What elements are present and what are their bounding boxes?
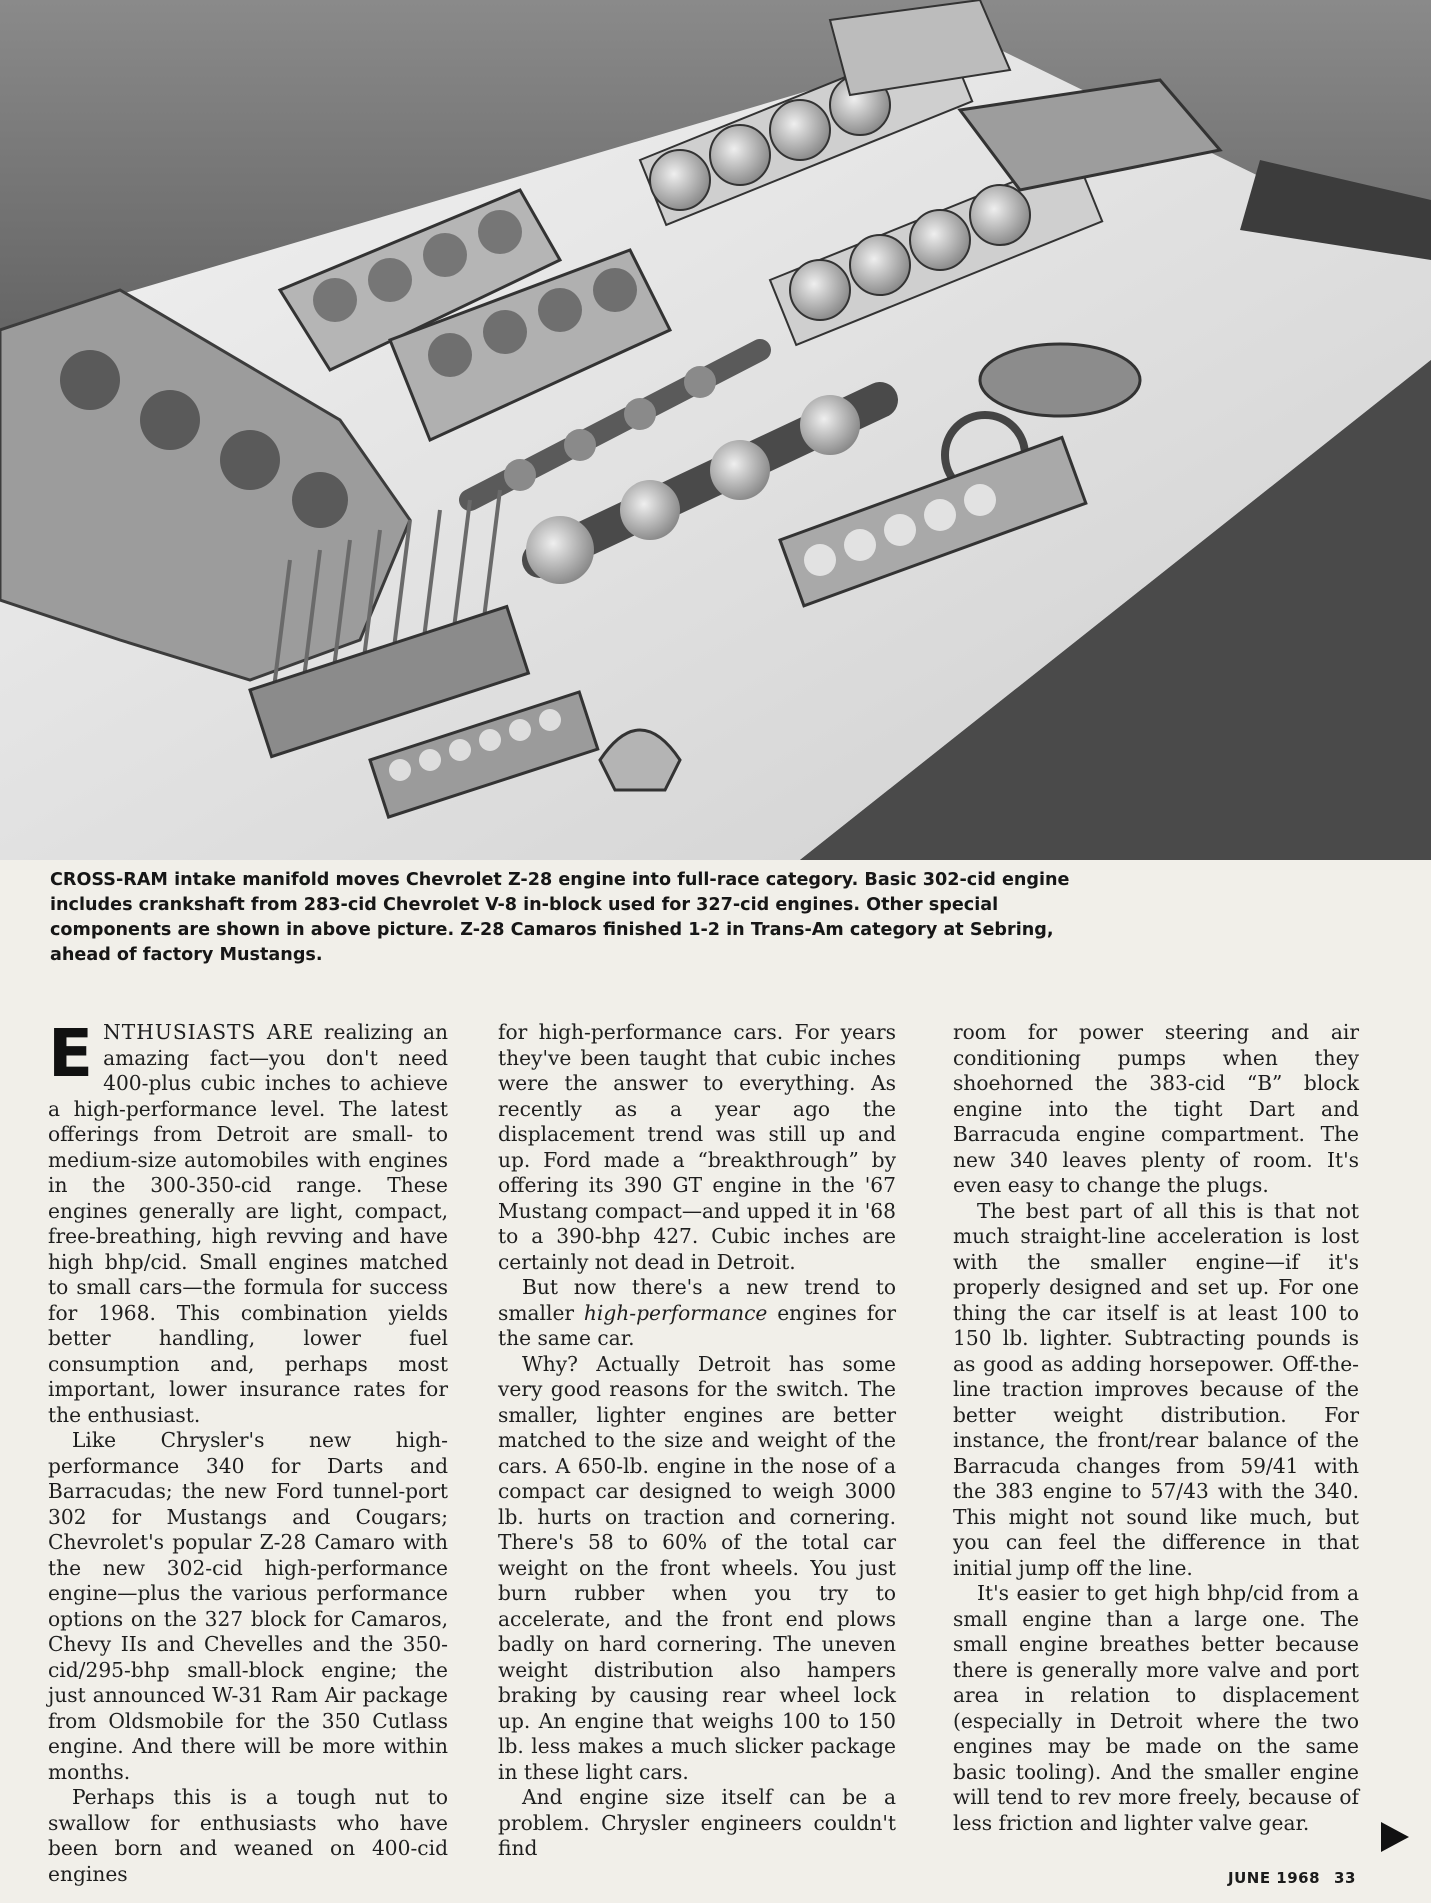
paragraph-text: realizing an amazing fact—you don't need 400-plus cubic inches to achieve a high-performance level. The latest offerings from Detroit are small- to medium-size automobiles with engines in the 300-350-cid range. These engines generally are light, compact, free-breathing, high revving and have high bhp/cid. Small engines matched to small cars—the formula for success for 1968. This combination yields better handling, lower fuel consumption and, perhaps most important, lower insurance rates for the enthusiast. (48, 1020, 448, 1427)
article-column-2 (498, 1020, 896, 1862)
right-triangle-icon (1381, 1822, 1409, 1852)
article-paragraph: for high-performance cars. For years they've been taught that cubic inches were the answer to everything. As recently as a year ago the displacement trend was still up and up. Ford made a “breakthrough” by offering its 390 GT engine in the '67 Mustang compact—and upped it in '68 to a 390-bhp 427. Cubic inches are certainly not dead in Detroit. (498, 1020, 896, 1274)
paragraph-text: engines for the same car. (498, 1300, 897, 1350)
article-paragraph: It's easier to get high bhp/cid from a small engine than a large one. The small engine breathes better because there is generally more valve and port area in relation to displacement (especially in Detroit where the two engines may be made on the same basic tooling). And the smaller engine will tend to rev more freely, because of less friction and lighter valve gear. (953, 1581, 1359, 1835)
photo-caption: CROSS-RAM intake manifold moves Chevrolet Z-28 engine into full-race category. Basic 302-cid engine includes crankshaft from 283-cid Chevrolet V-8 in-block used for 327-cid engines. Other special components are shown in above picture. Z-28 Camaros finished 1-2 in Trans-Am category at Sebring, ahead of factory Mustangs. (50, 870, 1070, 965)
engine-parts-illustration (0, 0, 1431, 860)
article-paragraph: The best part of all this is that not much straight-line acceleration is lost with the smaller engine—if it's properly designed and set up. For one thing the car itself is at least 100 to 150 lb. lighter. Subtracting pounds is as good as adding horsepower. Off-the-line traction improves because of the better weight distribution. For instance, the front/rear balance of the Barracuda changes from 59/41 with the 383 engine to 57/43 with the 340. This might not sound like much, but you can feel the difference in that initial jump off the line. (953, 1198, 1359, 1580)
article-paragraph (48, 1015, 448, 1428)
article-column-3 (953, 1020, 1359, 1836)
article-paragraph (498, 1275, 896, 1352)
page-number: 33 (1334, 1869, 1356, 1887)
italic-phrase: high-performance (583, 1300, 768, 1325)
oil-pan (980, 344, 1140, 416)
article-paragraph: And engine size itself can be a problem. Chrysler engineers couldn't find (498, 1785, 896, 1860)
article-paragraph: Like Chrysler's new high-performance 340 for Darts and Barracudas; the new Ford tunnel-port 302 for Mustangs and Cougars; Chevrolet's popular Z-28 Camaro with the new 302-cid high-performance engine—plus the various performance options on the 327 block for Camaros, Chevy IIs and Chevelles and the 350-cid/295-bhp small-block engine; the just announced W-31 Ram Air package from Oldsmobile for the 350 Cutlass engine. And there will be more within months. (48, 1428, 448, 1784)
lead-words: NTHUSIASTS ARE (103, 1020, 315, 1044)
article-paragraph: Perhaps this is a tough nut to swallow for enthusiasts who have been born and weaned on 400-cid engines (48, 1785, 448, 1886)
issue-date: JUNE 1968 (1228, 1869, 1321, 1887)
paragraph-text: But now there's a new trend to smaller (498, 1275, 896, 1325)
article-paragraph: room for power steering and air conditioning pumps when they shoehorned the 383-cid “B” block engine into the tight Dart and Barracuda engine compartment. The new 340 leaves plenty of room. It's even easy to change the plugs. (953, 1020, 1359, 1197)
drop-cap: E (48, 1015, 94, 1092)
article-paragraph: Why? Actually Detroit has some very good reasons for the switch. The smaller, lighter engines are better matched to the size and weight of the cars. A 650-lb. engine in the nose of a compact car designed to weigh 3000 lb. hurts on traction and cornering. There's 58 to 60% of the total car weight on the front wheels. You just burn rubber when you try to accelerate, and the front end plows badly on hard cornering. The uneven weight distribution also hampers braking by causing rear wheel lock up. An engine that weighs 100 to 150 lb. less makes a much slicker package in these light cars. (498, 1351, 896, 1784)
article-column-1 (48, 1015, 448, 1887)
engine-parts-photo (0, 0, 1431, 860)
page-footer (1228, 1869, 1356, 1887)
